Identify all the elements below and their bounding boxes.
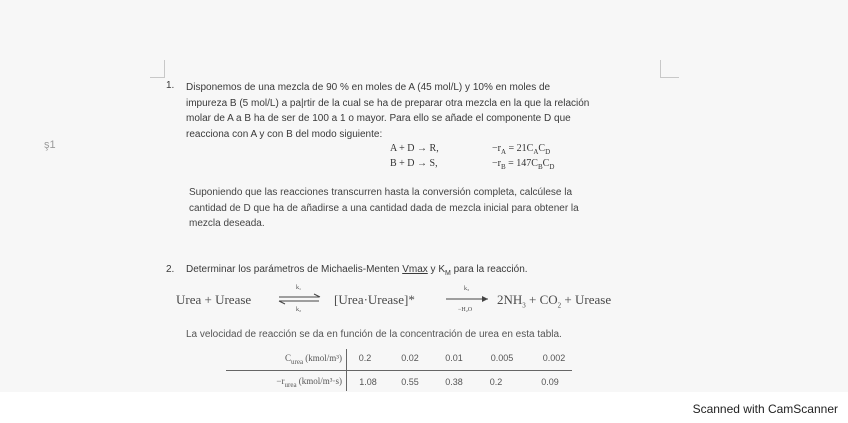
problem-1-line: reacciona con A y con B del modo siguiente: (186, 128, 383, 140)
table-cell: 0.02 (401, 353, 419, 363)
scheme-complex: [Urea·Urease]* (334, 292, 415, 307)
table-cell: 0.2 (358, 353, 372, 363)
equilibrium-arrow-icon (277, 292, 323, 306)
row-label-rate: $-r_{urea}$ (kmol/m³·s) (276, 376, 342, 389)
table-cell: 0.002 (542, 353, 566, 363)
problem-1-number: 1. (166, 80, 175, 91)
table-cell: 0.09 (541, 377, 559, 387)
table-divider-horizontal (226, 370, 572, 371)
reaction-1: A + D → R, (390, 143, 439, 154)
table-cell: 0.2 (489, 377, 503, 387)
reaction-arrow-icon (444, 294, 492, 304)
problem-1-statement (186, 80, 666, 142)
table-cell: 0.55 (401, 377, 419, 387)
scheme-reactants: Urea + Urease (176, 292, 252, 307)
water-label: −H₂O (458, 307, 473, 313)
scheme-products: $2NH_3 + CO_2$ + Urease (497, 292, 612, 310)
row-label-concentration: $C_{urea}$ (kmol/m³) (284, 353, 342, 366)
table-intro: La velocidad de reacción se da en función de la concentración de urea en esta tabla. (186, 329, 562, 340)
crop-mark-left (150, 60, 165, 78)
vmax-term: Vmax (402, 264, 428, 275)
rate-data-table (222, 347, 572, 393)
k2-label: k₂ (296, 307, 302, 313)
problem-1-line: impureza B (5 mol/L) a pa|rtir de la cual se ha de preparar otra mezcla en la que la relación (186, 97, 590, 109)
margin-note: ş1 (44, 139, 56, 151)
problem-2-number: 2. (166, 264, 175, 275)
scanner-watermark: Scanned with CamScanner (692, 402, 838, 416)
question-line: mezcla deseada. (189, 218, 265, 229)
reaction-2: B + D → S, (390, 158, 438, 169)
crop-mark-right (660, 60, 679, 78)
problem-1-question (189, 185, 659, 232)
problem-1-line: molar de A a B ha de ser de 100 a 1 o mayor. Para ello se añade el componente D que (186, 113, 571, 124)
problem-2-statement: Determinar los parámetros de Michaelis-Menten Vmax y $K_M$ para la reacción. (186, 264, 528, 277)
k1-label: k₁ (296, 285, 302, 291)
rate-law-2: $-r_B = 147C_BC_D$ (492, 158, 555, 171)
problem-1-line: Disponemos de una mezcla de 90 % en moles de A (45 mol/L) y 10% en moles de (186, 82, 551, 93)
table-cell: 0.38 (445, 377, 463, 387)
rate-law-1: $-r_A = 21C_AC_D$ (492, 143, 551, 156)
question-line: Suponiendo que las reacciones transcurren hasta la conversión completa, calcúlese la (189, 187, 573, 198)
k3-label: k₃ (464, 286, 470, 292)
table-cell: 0.005 (490, 353, 514, 363)
question-line: cantidad de D que ha de añadirse a una cantidad dada de mezcla inicial para obtener la (189, 202, 579, 214)
table-cell: 0.01 (445, 353, 463, 363)
table-cell: 1.08 (359, 377, 377, 387)
